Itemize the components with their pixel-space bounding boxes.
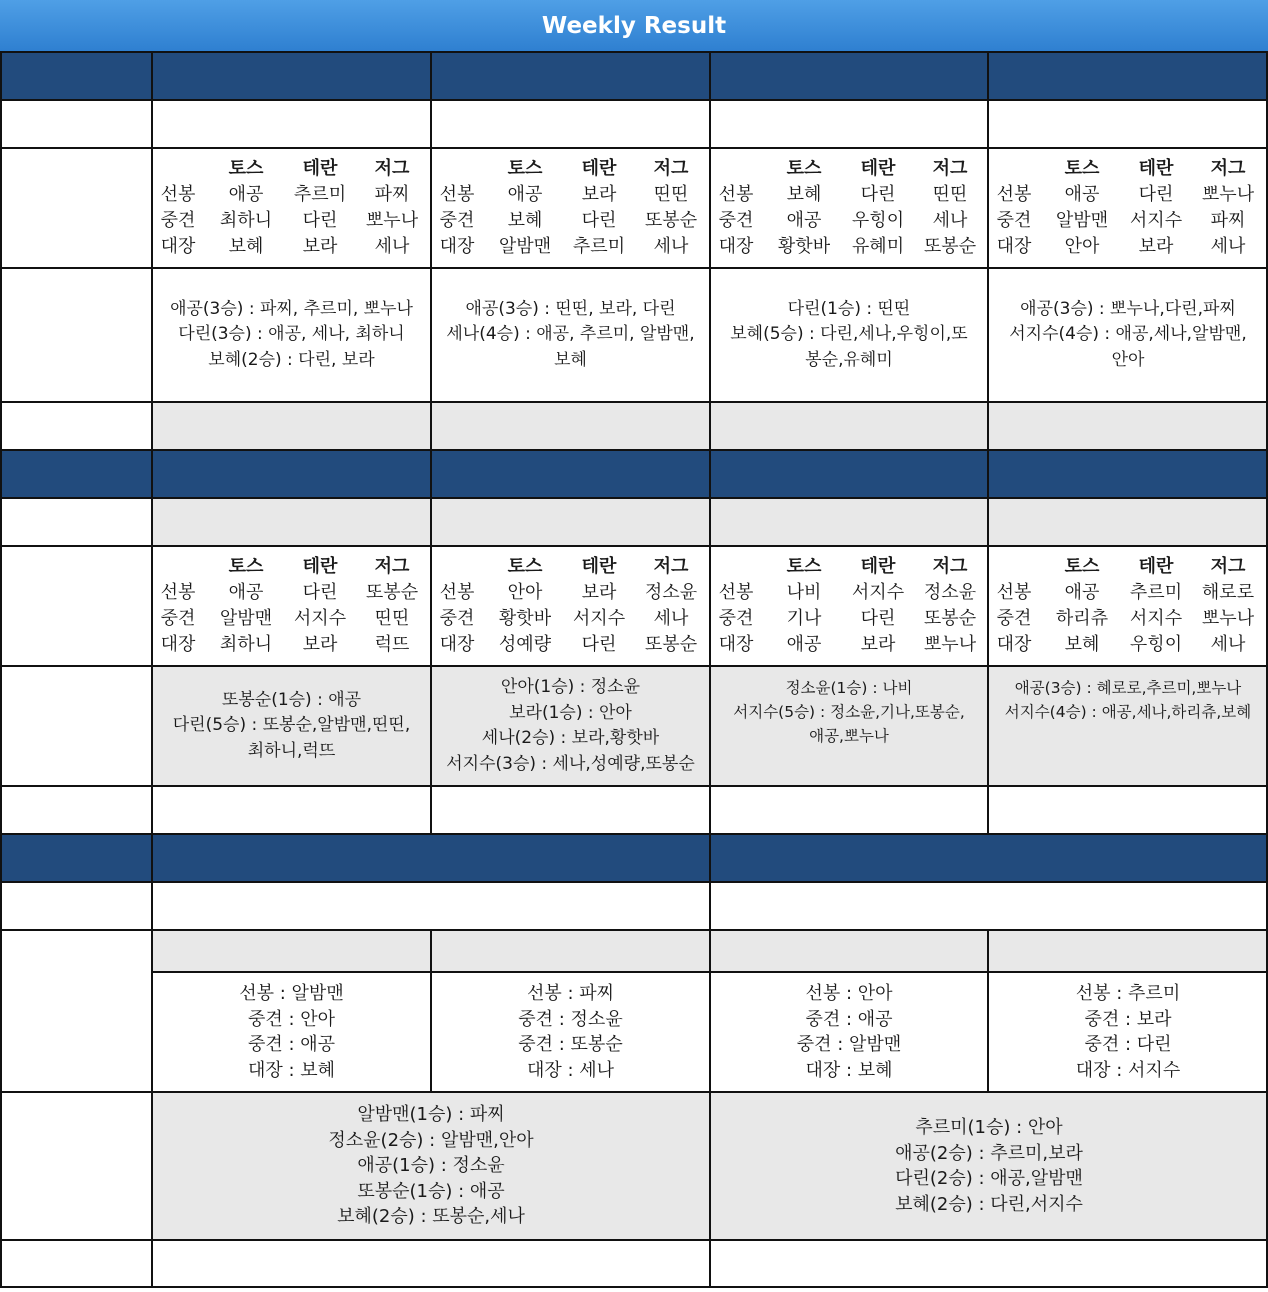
- playoff-winloss-line: 알밤맨(1승) : 파찌: [357, 1104, 505, 1126]
- entry-race-header: 토스: [1064, 556, 1100, 577]
- entry-player: 세나: [653, 236, 689, 257]
- week-winloss-line: 세나(4승) : 애공, 추르미, 알밤맨,: [446, 324, 695, 345]
- entry-player: 다린: [581, 634, 617, 655]
- entry-player: 띤띤: [653, 184, 689, 205]
- grid-line: [0, 449, 1268, 451]
- week-winloss: [431, 268, 710, 402]
- week-winloss-line: 애공(3승) : 파찌, 추르미, 뽀누나: [170, 298, 413, 319]
- entry-race-header: 토스: [1064, 158, 1100, 179]
- grid-line: [0, 833, 1268, 835]
- entry-player: 럭뜨: [374, 634, 410, 655]
- playoff-winloss-line: 보혜(2승) : 또봉순,세나: [337, 1206, 525, 1228]
- entry-player: 보라: [302, 236, 338, 257]
- playoff-team-lineup-line: 중견 : 안아: [247, 1008, 336, 1030]
- week-result: [431, 786, 710, 834]
- playoff-winloss-line: 추르미(1승) : 안아: [915, 1117, 1063, 1138]
- grid-line: [0, 545, 1268, 547]
- week-winloss-line: 애공,뽀누나: [809, 727, 889, 745]
- week-winloss-line: 또봉순(1승) : 애공: [221, 689, 362, 710]
- entry-race-header: 테란: [302, 158, 338, 179]
- entry-player: 다린: [581, 210, 617, 231]
- entry-player: 애공: [786, 210, 822, 231]
- playoff-team-lineup-line: 중견 : 또봉순: [518, 1034, 623, 1055]
- week-header: [988, 450, 1268, 498]
- week-winloss-line: 안아: [1111, 349, 1145, 370]
- entry-player: 기나: [786, 608, 822, 629]
- entry-player: 보라: [581, 184, 617, 205]
- week-winloss-line: 안아(1승) : 정소윤: [500, 677, 641, 697]
- entry-player: 세나: [932, 210, 968, 231]
- entry-player: 안아: [1064, 236, 1100, 257]
- entry-player: 보라: [860, 634, 896, 655]
- entry-position-label: 대장: [439, 634, 475, 655]
- date-row-label: [0, 882, 152, 930]
- week-winloss-line: 보라(1승) : 안아: [509, 702, 632, 723]
- week-result: [152, 402, 431, 450]
- week-winloss: [710, 666, 988, 786]
- entry-race-header: 저그: [653, 158, 689, 179]
- playoff-team-lineup-line: 중견 : 다린: [1084, 1034, 1172, 1055]
- entry-player: 서지수: [1129, 210, 1183, 231]
- week-date: [988, 498, 1268, 546]
- entry-player: 해로로: [1201, 582, 1255, 603]
- entry-race-header: 테란: [1138, 158, 1174, 179]
- entry-player: 뽀누나: [923, 634, 977, 655]
- week-winloss-line: 서지수(3승) : 세나,성예량,또봉순: [446, 753, 695, 774]
- entry-player: 보혜: [228, 236, 264, 257]
- playoff-team-lineup-line: 대장 : 서지수: [1075, 1059, 1181, 1081]
- entry-player: 다린: [302, 582, 338, 603]
- week-winloss: [152, 666, 431, 786]
- grid-line: [151, 450, 153, 834]
- entry-player: 황핫바: [498, 608, 552, 629]
- entry-player: 보라: [1138, 236, 1174, 257]
- winloss-row-label: [0, 268, 152, 402]
- week-header: [710, 450, 988, 498]
- entry-race-header: 토스: [228, 556, 264, 577]
- week-entry: [988, 546, 1268, 666]
- week-date: [988, 100, 1268, 148]
- entry-player: 파찌: [1210, 210, 1246, 231]
- entry-race-header: 토스: [228, 158, 264, 179]
- entry-position-label: 선봉: [718, 184, 754, 205]
- entry-player: 성예량: [498, 634, 552, 655]
- week-date: [152, 100, 431, 148]
- corner-empty: [0, 450, 152, 498]
- entry-position-label: 대장: [160, 634, 196, 655]
- grid-line: [0, 881, 1268, 883]
- entry-player: 추르미: [1129, 582, 1183, 603]
- entry-player: 또봉순: [365, 582, 419, 603]
- grid-line: [0, 401, 1268, 403]
- week-winloss: [988, 666, 1268, 786]
- entry-player: 유혜미: [851, 236, 905, 257]
- playoff-team-lineup-line: 대장 : 보혜: [247, 1059, 336, 1081]
- entry-position-label: 중견: [439, 210, 475, 231]
- entry-player: 또봉순: [644, 634, 698, 655]
- playoff-team-race: [431, 930, 710, 972]
- entry-grid: [152, 546, 431, 666]
- playoff-team-lineup-line: 선봉 : 파찌: [526, 983, 615, 1004]
- entry-player: 또봉순: [923, 236, 977, 257]
- playoff-date: [152, 882, 710, 930]
- playoff-team-lineup: [431, 972, 710, 1092]
- week-header: [431, 450, 710, 498]
- entry-row-label: [0, 930, 152, 1092]
- week-winloss: [988, 268, 1268, 402]
- entry-grid: [710, 148, 988, 268]
- grid-line: [987, 450, 989, 834]
- entry-player: 나비: [786, 582, 822, 603]
- entry-position-label: 대장: [718, 634, 754, 655]
- week-entry: [431, 148, 710, 268]
- entry-player: 안아: [507, 582, 543, 603]
- week-result: [988, 402, 1268, 450]
- week-winloss-line: 애공(3승) : 띤띤, 보라, 다린: [465, 298, 676, 319]
- playoff-team-lineup-line: 중견 : 애공: [805, 1008, 893, 1030]
- grid-line: [0, 665, 1268, 667]
- entry-race-header: 테란: [302, 556, 338, 577]
- week-winloss: [710, 268, 988, 402]
- playoff-winloss: [710, 1092, 1268, 1240]
- date-row-label: [0, 498, 152, 546]
- week-winloss-line: 정소윤(1승) : 나비: [785, 679, 913, 697]
- entry-player: 보혜: [507, 210, 543, 231]
- grid-line: [151, 52, 153, 450]
- date-row-label: [0, 100, 152, 148]
- entry-race-header: 저그: [653, 556, 689, 577]
- grid-line: [0, 1091, 1268, 1093]
- playoff-team-race: [152, 930, 431, 972]
- result-row-label: [0, 1240, 152, 1288]
- playoff-winloss-line: 정소윤(2승) : 알밤맨,안아: [328, 1129, 534, 1151]
- entry-player: 황핫바: [777, 236, 831, 257]
- entry-position-label: 선봉: [160, 184, 196, 205]
- week-winloss-line: 애공(3승) : 혜로로,추르미,뽀누나: [1014, 679, 1242, 697]
- entry-player: 또봉순: [923, 608, 977, 629]
- entry-race-header: 테란: [860, 556, 896, 577]
- entry-grid: [710, 546, 988, 666]
- entry-position-label: 선봉: [160, 582, 196, 603]
- entry-race-header: 저그: [374, 158, 410, 179]
- grid-line: [0, 51, 1268, 53]
- entry-player: 뽀누나: [1201, 608, 1255, 629]
- entry-grid: [431, 148, 710, 268]
- entry-position-label: 중견: [718, 608, 754, 629]
- playoff-result: [710, 1240, 1268, 1288]
- week-date: [152, 498, 431, 546]
- entry-position-label: 중견: [718, 210, 754, 231]
- entry-player: 정소윤: [923, 582, 977, 603]
- playoff-winloss: [152, 1092, 710, 1240]
- entry-race-header: 저그: [1210, 158, 1246, 179]
- result-row-label: [0, 402, 152, 450]
- playoff-team-lineup-line: 중견 : 보라: [1084, 1008, 1172, 1030]
- playoff-date: [710, 882, 1268, 930]
- winloss-row-label: [0, 666, 152, 786]
- grid-line: [430, 930, 432, 1092]
- playoff-winloss-line: 애공(1승) : 정소윤: [357, 1155, 505, 1177]
- week-winloss-line: 봉순,유혜미: [805, 349, 893, 370]
- entry-player: 정소윤: [644, 582, 698, 603]
- grid-line: [0, 785, 1268, 787]
- entry-position-label: 대장: [439, 236, 475, 257]
- grid-line: [0, 929, 1268, 931]
- entry-player: 뽀누나: [365, 210, 419, 231]
- entry-player: 세나: [1210, 634, 1246, 655]
- entry-position-label: 선봉: [718, 582, 754, 603]
- playoff-team-lineup-line: 선봉 : 추르미: [1075, 983, 1181, 1004]
- entry-player: 다린: [1138, 184, 1174, 205]
- week-winloss: [152, 268, 431, 402]
- entry-row-label: [0, 148, 152, 268]
- week-winloss: [431, 666, 710, 786]
- grid-line: [0, 267, 1268, 269]
- entry-player: 세나: [374, 236, 410, 257]
- entry-player: 서지수: [1129, 608, 1183, 629]
- entry-player: 보혜: [1064, 634, 1100, 655]
- entry-player: 보혜: [786, 184, 822, 205]
- playoff-team-lineup-line: 대장 : 보혜: [805, 1059, 893, 1081]
- playoff-winloss-line: 다린(2승) : 애공,알밤맨: [895, 1168, 1083, 1189]
- entry-race-header: 토스: [786, 158, 822, 179]
- entry-player: 다린: [302, 210, 338, 231]
- grid-line: [709, 450, 711, 834]
- entry-grid: [152, 148, 431, 268]
- week-winloss-line: 다린(1승) : 띤띤: [787, 298, 911, 319]
- week-result: [710, 786, 988, 834]
- entry-position-label: 선봉: [996, 582, 1032, 603]
- week-winloss-line: 세나(2승) : 보라,황핫바: [481, 728, 660, 748]
- entry-player: 띤띤: [374, 608, 410, 629]
- playoff-winloss-line: 또봉순(1승) : 애공: [357, 1180, 505, 1202]
- week-date: [710, 100, 988, 148]
- entry-position-label: 중견: [996, 210, 1032, 231]
- entry-grid: [431, 546, 710, 666]
- grid-line: [0, 99, 1268, 101]
- entry-row-label: [0, 546, 152, 666]
- entry-race-header: 저그: [932, 158, 968, 179]
- entry-grid: [988, 546, 1268, 666]
- entry-race-header: 토스: [507, 158, 543, 179]
- week-header: [988, 52, 1268, 100]
- playoff-team-lineup-line: 선봉 : 안아: [805, 983, 893, 1004]
- entry-player: 뽀누나: [1201, 184, 1255, 205]
- week-winloss-line: 서지수(4승) : 애공,세나,하리츄,보혜: [1004, 703, 1252, 721]
- entry-player: 서지수: [293, 608, 347, 629]
- playoff-team-race: [988, 930, 1268, 972]
- entry-player: 우힝이: [851, 210, 905, 231]
- week-entry: [710, 148, 988, 268]
- week-winloss-line: 다린(5승) : 또봉순,알밤맨,띤띤,: [172, 715, 411, 736]
- entry-player: 애공: [1064, 582, 1100, 603]
- week-date: [710, 498, 988, 546]
- playoff-team-lineup-line: 대장 : 세나: [526, 1059, 615, 1081]
- playoff-team-lineup-line: 선봉 : 알밤맨: [239, 983, 344, 1004]
- entry-player: 애공: [1064, 184, 1100, 205]
- week-result: [710, 402, 988, 450]
- grid-line: [430, 450, 432, 834]
- entry-player: 하리츄: [1055, 608, 1109, 629]
- week-winloss-line: 보혜: [554, 349, 587, 370]
- playoff-winloss-line: 애공(2승) : 추르미,보라: [895, 1142, 1083, 1164]
- entry-race-header: 테란: [1138, 556, 1174, 577]
- entry-position-label: 선봉: [996, 184, 1032, 205]
- playoff-result: [152, 1240, 710, 1288]
- week-entry: [988, 148, 1268, 268]
- week-date: [431, 100, 710, 148]
- grid-line: [0, 450, 2, 834]
- week-entry: [152, 148, 431, 268]
- week-header: [710, 52, 988, 100]
- week-winloss-line: 최하니,럭뜨: [247, 740, 336, 761]
- entry-position-label: 중견: [160, 210, 196, 231]
- grid-line: [0, 834, 2, 1288]
- entry-position-label: 선봉: [439, 582, 475, 603]
- entry-race-header: 토스: [786, 556, 822, 577]
- entry-player: 보라: [581, 582, 617, 603]
- grid-line: [151, 834, 153, 1288]
- entry-grid: [988, 148, 1268, 268]
- playoff-team-lineup-line: 중견 : 알밤맨: [796, 1034, 902, 1055]
- playoff-team-lineup: [710, 972, 988, 1092]
- entry-position-label: 중견: [439, 608, 475, 629]
- grid-line: [987, 52, 989, 450]
- week-winloss-line: 보혜(2승) : 다린, 보라: [208, 349, 375, 370]
- entry-position-label: 대장: [160, 236, 196, 257]
- week-result: [152, 786, 431, 834]
- entry-position-label: 선봉: [439, 184, 475, 205]
- entry-player: 최하니: [219, 634, 273, 655]
- week-winloss-line: 애공(3승) : 뽀누나,다린,파찌: [1020, 298, 1236, 319]
- entry-race-header: 테란: [581, 158, 617, 179]
- entry-player: 띤띤: [932, 184, 968, 205]
- entry-player: 우힝이: [1129, 634, 1183, 655]
- corner-label: [0, 52, 152, 100]
- week-result: [988, 786, 1268, 834]
- entry-race-header: 테란: [581, 556, 617, 577]
- entry-player: 세나: [1210, 236, 1246, 257]
- playoff-winloss-line: 보혜(2승) : 다린,서지수: [895, 1193, 1083, 1215]
- grid-line: [430, 52, 432, 450]
- playoff-team-lineup: [152, 972, 431, 1092]
- entry-player: 알밤맨: [498, 236, 552, 257]
- entry-player: 파찌: [374, 184, 410, 205]
- entry-player: 최하니: [219, 210, 273, 231]
- entry-race-header: 저그: [932, 556, 968, 577]
- grid-line: [0, 1239, 1268, 1241]
- entry-player: 애공: [228, 582, 264, 603]
- grid-line: [0, 147, 1268, 149]
- week-header: [152, 52, 431, 100]
- week-date: [431, 498, 710, 546]
- entry-player: 다린: [860, 608, 896, 629]
- playoff-header: [710, 834, 1268, 882]
- winloss-row-label: [0, 1092, 152, 1240]
- entry-race-header: 토스: [507, 556, 543, 577]
- entry-position-label: 대장: [996, 236, 1032, 257]
- entry-player: 알밤맨: [219, 608, 273, 629]
- week-winloss-line: 서지수(4승) : 애공,세나,알밤맨,: [1009, 324, 1247, 345]
- entry-player: 서지수: [572, 608, 626, 629]
- grid-line: [709, 52, 711, 450]
- entry-player: 세나: [653, 608, 689, 629]
- playoff-team-lineup-line: 중견 : 애공: [247, 1034, 336, 1055]
- playoff-team-race: [710, 930, 988, 972]
- entry-player: 애공: [786, 634, 822, 655]
- week-winloss-line: 보혜(5승) : 다린,세나,우힝이,또: [730, 324, 968, 345]
- week-entry: [710, 546, 988, 666]
- grid-line: [0, 497, 1268, 499]
- week-header: [152, 450, 431, 498]
- week-winloss-line: 다린(3승) : 애공, 세나, 최하니: [178, 324, 405, 345]
- entry-player: 알밤맨: [1055, 210, 1109, 231]
- entry-position-label: 중견: [160, 608, 196, 629]
- playoff-header: [152, 834, 710, 882]
- entry-race-header: 저그: [374, 556, 410, 577]
- entry-player: 서지수: [851, 582, 905, 603]
- entry-player: 다린: [860, 184, 896, 205]
- playoff-team-lineup-line: 중견 : 정소윤: [518, 1008, 623, 1030]
- sheet-title: Weekly Result: [0, 0, 1268, 52]
- entry-player: 애공: [507, 184, 543, 205]
- week-header: [431, 52, 710, 100]
- entry-race-header: 테란: [860, 158, 896, 179]
- grid-line: [709, 834, 711, 1288]
- corner-empty: [0, 834, 152, 882]
- week-entry: [152, 546, 431, 666]
- entry-position-label: 대장: [718, 236, 754, 257]
- result-row-label: [0, 786, 152, 834]
- entry-position-label: 중견: [996, 608, 1032, 629]
- grid-line: [987, 930, 989, 1092]
- week-result: [431, 402, 710, 450]
- grid-line: [0, 52, 2, 450]
- playoff-team-lineup: [988, 972, 1268, 1092]
- entry-player: 애공: [228, 184, 264, 205]
- entry-race-header: 저그: [1210, 556, 1246, 577]
- week-entry: [431, 546, 710, 666]
- entry-player: 또봉순: [644, 210, 698, 231]
- grid-line: [0, 1286, 1268, 1288]
- entry-position-label: 대장: [996, 634, 1032, 655]
- entry-player: 추르미: [572, 236, 626, 257]
- entry-player: 추르미: [293, 184, 347, 205]
- week-winloss-line: 서지수(5승) : 정소윤,기나,또봉순,: [733, 703, 965, 721]
- entry-player: 보라: [302, 634, 338, 655]
